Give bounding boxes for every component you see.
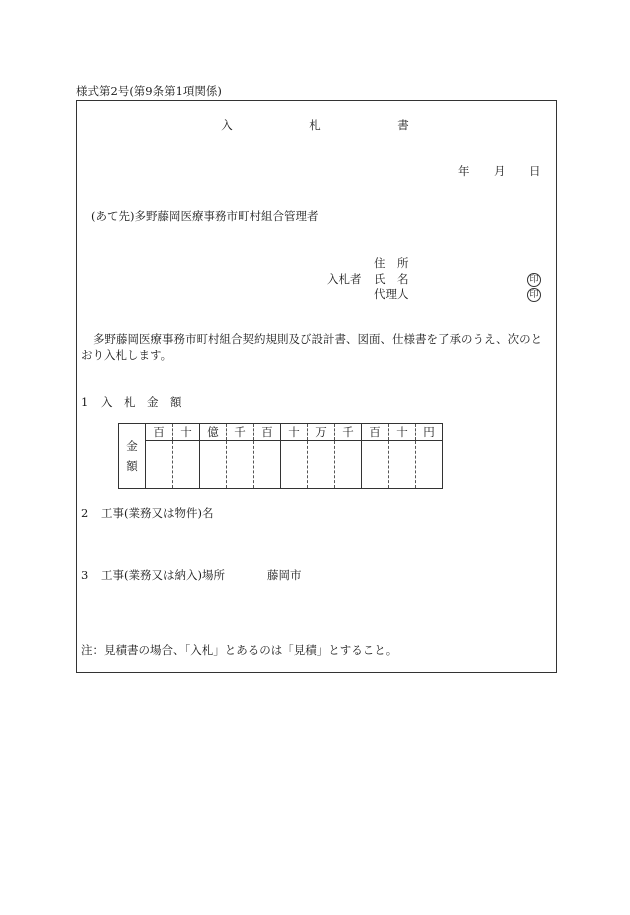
unit-header: 百 <box>254 424 281 441</box>
bidder-address-label: 住 所 <box>374 256 409 270</box>
amount-digit-cell[interactable] <box>200 441 227 489</box>
unit-header: 億 <box>200 424 227 441</box>
title-char: 書 <box>397 118 409 132</box>
unit-header: 十 <box>281 424 308 441</box>
date-day: 日 <box>529 164 541 178</box>
amount-table <box>118 423 443 489</box>
unit-header: 千 <box>227 424 254 441</box>
unit-header: 円 <box>416 424 443 441</box>
section-1-number: 1 <box>81 395 89 409</box>
unit-header: 百 <box>362 424 389 441</box>
amount-digit-cell[interactable] <box>254 441 281 489</box>
amount-digit-cell[interactable] <box>281 441 308 489</box>
amount-digit-cell[interactable] <box>173 441 200 489</box>
document-title <box>0 120 630 132</box>
section-2-label: 工事(業務又は物件)名 <box>101 506 214 520</box>
bidder-agent-label: 代理人 <box>374 287 409 301</box>
date-year: 年 <box>458 164 470 178</box>
amount-label-char: 金 <box>126 439 138 453</box>
form-number: 様式第2号(第9条第1項関係) <box>76 84 222 98</box>
amount-digit-cell[interactable] <box>335 441 362 489</box>
seal-mark: 印 <box>527 273 541 287</box>
bidder-label: 入札者 <box>327 272 362 286</box>
amount-digit-cell[interactable] <box>389 441 416 489</box>
form-frame <box>76 100 557 673</box>
unit-header: 十 <box>389 424 416 441</box>
section-3-value: 藤岡市 <box>267 568 302 582</box>
amount-label-char: 額 <box>126 459 138 473</box>
title-char: 札 <box>309 118 321 132</box>
section-1-label: 入 札 金 額 <box>101 395 182 409</box>
amount-digit-cell[interactable] <box>416 441 443 489</box>
unit-header: 千 <box>335 424 362 441</box>
amount-digit-cell[interactable] <box>308 441 335 489</box>
title-char: 入 <box>221 118 233 132</box>
addressee: (あて先)多野藤岡医療事務市町村組合管理者 <box>91 209 319 223</box>
amount-digit-cell[interactable] <box>362 441 389 489</box>
statement-line-1: 多野藤岡医療事務市町村組合契約規則及び設計書、図面、仕様書を了承のうえ、次のと <box>93 332 543 346</box>
bidder-name-label: 氏 名 <box>374 272 409 286</box>
section-3-label: 工事(業務又は納入)場所 <box>101 568 225 582</box>
amount-row-label <box>119 424 146 489</box>
section-3-number: 3 <box>81 568 89 582</box>
note: 注：見積書の場合、「入札」とあるのは「見積」とすること。 <box>81 643 398 657</box>
unit-header: 万 <box>308 424 335 441</box>
seal-mark: 印 <box>527 288 541 302</box>
statement-line-2: おり入札します。 <box>81 348 173 362</box>
amount-digit-cell[interactable] <box>227 441 254 489</box>
unit-header: 十 <box>173 424 200 441</box>
amount-digit-cell[interactable] <box>146 441 173 489</box>
date-month: 月 <box>494 164 506 178</box>
section-2-number: 2 <box>81 506 89 520</box>
unit-header: 百 <box>146 424 173 441</box>
